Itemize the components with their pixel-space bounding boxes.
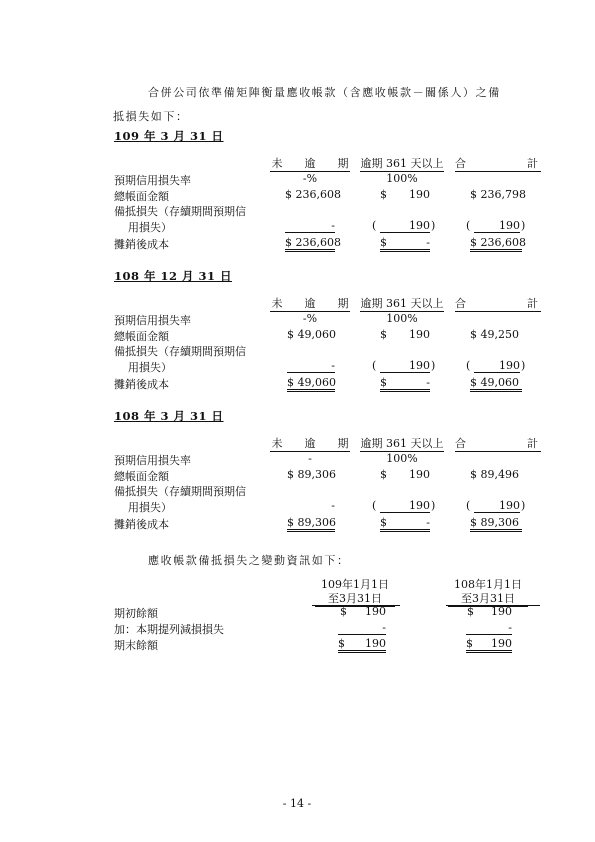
paren-open: ( [372, 499, 377, 512]
header-total: 合 計 [455, 297, 539, 310]
rate-overdue: 100% [386, 172, 418, 185]
gross-not-overdue: $ 49,060 [287, 328, 336, 341]
gross-not-overdue: $ 236,608 [285, 188, 341, 201]
rate-overdue: 100% [386, 312, 418, 325]
movement-row-label: 加：本期提列減損損失 [114, 623, 224, 636]
movement-col1-header-2: 至3月31日 [315, 590, 395, 607]
section-title: 108 年 12 月 31 日 [114, 269, 233, 283]
loss-overdue: 190 [380, 359, 430, 373]
loss-not-overdue: - [331, 499, 335, 512]
paren-close: ) [431, 219, 436, 232]
paren-open: ( [466, 359, 471, 372]
movement-c1-sym: $ [340, 605, 347, 618]
amort-total: $ 49,060 [470, 376, 522, 392]
loss-not-overdue: - [287, 359, 335, 373]
row-label-rate: 預期信用損失率 [114, 314, 191, 327]
row-label-loss-2: 用損失） [128, 221, 172, 234]
gross-total: $ 89,496 [470, 468, 519, 481]
amort-overdue: - [426, 516, 430, 529]
movement-c2-value: 190 [491, 605, 512, 618]
header-total: 合 計 [455, 437, 539, 450]
paren-close: ) [521, 359, 526, 372]
row-label-loss-1: 備抵損失（存續期間預期信 [114, 485, 246, 498]
amort-overdue-sym: $ [380, 516, 430, 532]
movement-intro: 應收帳款備抵損失之變動資訊如下： [148, 554, 350, 567]
amort-not-overdue: $ 89,306 [287, 516, 335, 532]
movement-c1-sym: $ [338, 637, 386, 653]
paren-close: ) [521, 499, 526, 512]
loss-overdue: 190 [380, 219, 430, 233]
paren-close: ) [431, 499, 436, 512]
gross-overdue: 190 [409, 328, 430, 341]
header-not-overdue: 未 逾 期 [271, 157, 349, 170]
movement-c1-value: 190 [365, 637, 386, 650]
movement-col2-header-2: 至3月31日 [448, 590, 528, 607]
paren-open: ( [466, 499, 471, 512]
rate-overdue: 100% [386, 452, 418, 465]
row-label-gross: 總帳面金額 [114, 330, 169, 343]
amort-not-overdue: $ 236,608 [285, 236, 335, 252]
loss-total: 190 [474, 219, 520, 233]
gross-not-overdue: $ 89,306 [287, 468, 336, 481]
gross-overdue: 190 [409, 468, 430, 481]
row-label-amortized: 攤銷後成本 [114, 238, 169, 251]
row-label-rate: 預期信用損失率 [114, 174, 191, 187]
loss-total: 190 [474, 359, 520, 373]
row-label-rate: 預期信用損失率 [114, 454, 191, 467]
paren-open: ( [372, 219, 377, 232]
row-label-loss-1: 備抵損失（存續期間預期信 [114, 345, 246, 358]
paren-close: ) [431, 359, 436, 372]
loss-not-overdue: - [285, 219, 335, 233]
row-label-loss-2: 用損失） [128, 501, 172, 514]
row-label-gross: 總帳面金額 [114, 190, 169, 203]
amort-not-overdue: $ 49,060 [287, 376, 335, 392]
header-total: 合 計 [455, 157, 539, 170]
amort-overdue: - [426, 236, 430, 249]
paren-open: ( [466, 219, 471, 232]
gross-total: $ 49,250 [470, 328, 519, 341]
rate-not-overdue: -% [302, 172, 318, 185]
amort-overdue-sym: $ [380, 376, 430, 392]
movement-c1-value: - [338, 621, 386, 635]
paren-close: ) [521, 219, 526, 232]
intro-text-line1: 合併公司依準備矩陣衡量應收帳款（含應收帳款－關係人）之備 [148, 86, 501, 99]
amort-overdue-sym: $ [380, 236, 430, 252]
movement-c2-value: - [466, 621, 512, 635]
movement-row-label: 期末餘額 [114, 639, 158, 652]
amort-total: $ 89,306 [470, 516, 522, 532]
header-overdue-361: 逾期 361 天以上 [360, 437, 444, 450]
movement-c2-value: 190 [491, 637, 512, 650]
header-overdue-361: 逾期 361 天以上 [360, 157, 444, 170]
rate-not-overdue: - [308, 452, 312, 465]
gross-total: $ 236,798 [470, 188, 526, 201]
header-overdue-361: 逾期 361 天以上 [360, 297, 444, 310]
rate-not-overdue: -% [302, 312, 318, 325]
loss-total: 190 [474, 499, 520, 513]
gross-overdue-sym: $ [380, 328, 387, 341]
gross-overdue-sym: $ [380, 468, 387, 481]
gross-overdue: 190 [409, 188, 430, 201]
page-number: - 14 - [282, 797, 312, 810]
movement-col1-header-1: 109年1月1日 [321, 578, 389, 591]
movement-row-label: 期初餘額 [114, 607, 158, 620]
header-not-overdue: 未 逾 期 [271, 437, 349, 450]
gross-overdue-sym: $ [380, 188, 387, 201]
movement-col2-header-1: 108年1月1日 [454, 578, 522, 591]
intro-text-line2: 抵損失如下： [113, 110, 189, 123]
row-label-loss-1: 備抵損失（存續期間預期信 [114, 205, 246, 218]
section-title: 109 年 3 月 31 日 [114, 129, 224, 143]
row-label-gross: 總帳面金額 [114, 470, 169, 483]
row-label-loss-2: 用損失） [128, 361, 172, 374]
amort-total: $ 236,608 [470, 236, 522, 252]
header-not-overdue: 未 逾 期 [271, 297, 349, 310]
loss-overdue: 190 [380, 499, 430, 513]
paren-open: ( [372, 359, 377, 372]
section-title: 108 年 3 月 31 日 [114, 409, 224, 423]
row-label-amortized: 攤銷後成本 [114, 378, 169, 391]
movement-c2-sym: $ [467, 605, 474, 618]
movement-c2-sym: $ [466, 637, 512, 653]
row-label-amortized: 攤銷後成本 [114, 518, 169, 531]
movement-c1-value: 190 [365, 605, 386, 618]
amort-overdue: - [426, 376, 430, 389]
